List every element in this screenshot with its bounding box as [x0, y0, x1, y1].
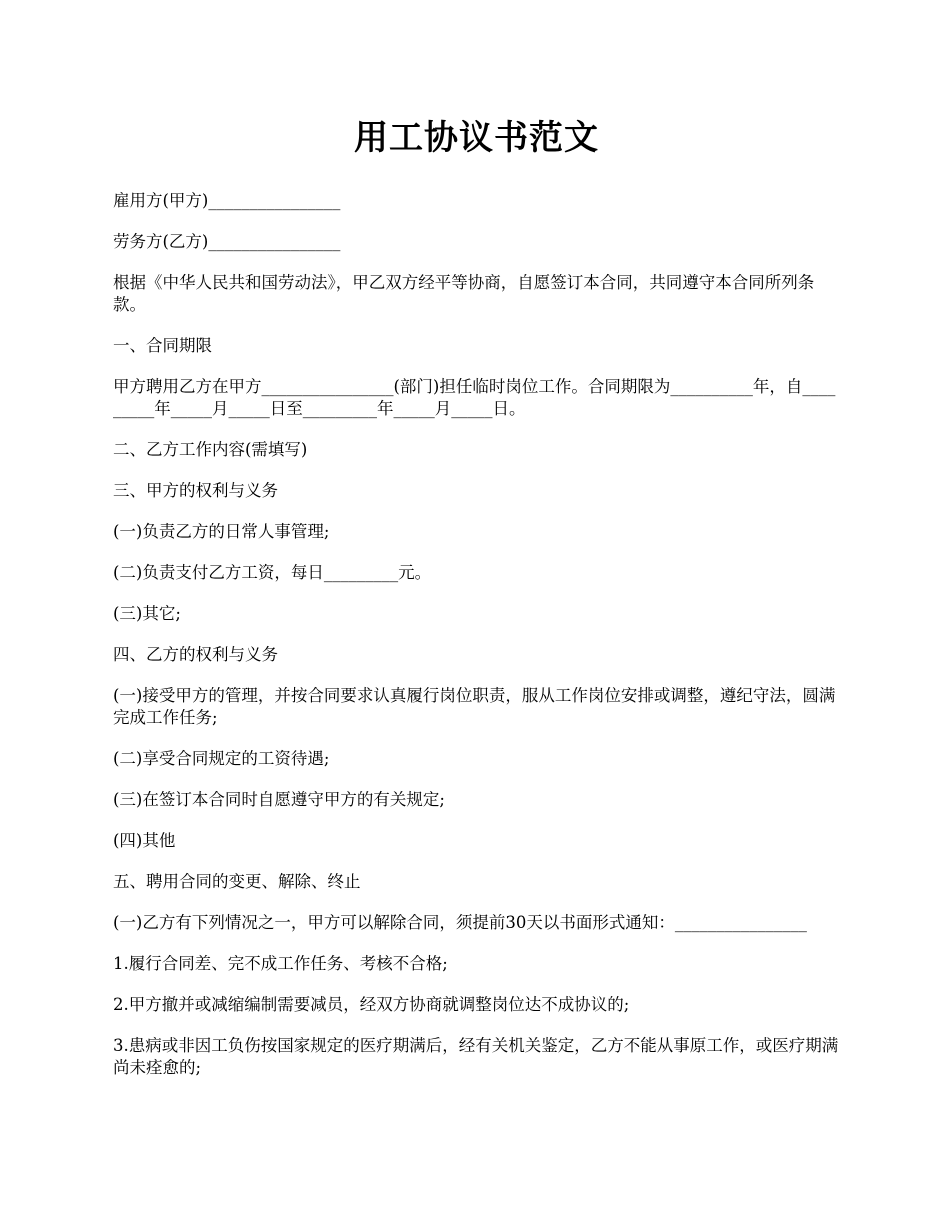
- list-item-2: 2.甲方撤并或减缩编制需要减员，经双方协商就调整岗位达不成协议的;: [113, 995, 630, 1014]
- preamble-paragraph: 根据《中华人民共和国劳动法》，甲乙双方经平等协商，自愿签订本合同，共同遵守本合同所列条款。: [113, 273, 815, 314]
- clause-3-2: (二)负责支付乙方工资，每日_________元。: [113, 563, 432, 582]
- document-page: [113, 110, 840, 1098]
- employer-line: 雇用方(甲方)________________: [113, 191, 341, 210]
- clause-3-1: (一)负责乙方的日常人事管理;: [113, 522, 330, 541]
- clause-4-4: (四)其他: [113, 831, 176, 850]
- section-heading-2: 二、乙方工作内容(需填写): [113, 440, 308, 459]
- section-heading-3: 三、甲方的权利与义务: [113, 481, 278, 500]
- section-heading-4: 四、乙方的权利与义务: [113, 645, 278, 664]
- clause-5-1: (一)乙方有下列情况之一，甲方可以解除合同，须提前30天以书面形式通知：________________: [113, 913, 807, 932]
- clause-3-3: (三)其它;: [113, 604, 181, 623]
- list-item-3: 3.患病或非因工负伤按国家规定的医疗期满后，经有关机关鉴定，乙方不能从事原工作，或医疗期满尚未痊愈的;: [113, 1036, 839, 1077]
- section-heading-1: 一、合同期限: [113, 336, 212, 355]
- clause-4-2: (二)享受合同规定的工资待遇;: [113, 749, 330, 768]
- list-item-1: 1.履行合同差、完不成工作任务、考核不合格;: [113, 954, 448, 973]
- document-title: 用工协议书范文: [354, 118, 599, 158]
- contract-term-paragraph: 甲方聘用乙方在甲方________________(部门)担任临时岗位工作。合同期限为__________年，自_________年_____月_____日至_________年_____月_____日。: [113, 377, 836, 418]
- section-heading-5: 五、聘用合同的变更、解除、终止: [113, 872, 361, 891]
- employee-line: 劳务方(乙方)________________: [113, 232, 341, 251]
- clause-4-3: (三)在签订本合同时自愿遵守甲方的有关规定;: [113, 790, 445, 809]
- clause-4-1: (一)接受甲方的管理，并按合同要求认真履行岗位职责，服从工作岗位安排或调整，遵纪守法，圆满完成工作任务;: [113, 686, 836, 727]
